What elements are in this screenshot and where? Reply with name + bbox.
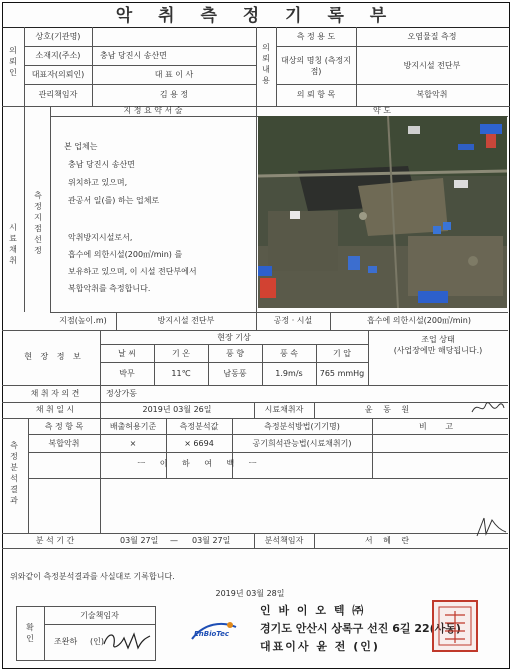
company-logo	[190, 617, 238, 645]
request-item-value: 복합악취	[416, 90, 448, 99]
sampling-date: 2019년 03월 26일	[142, 405, 212, 414]
manager-label: 관리책임자	[38, 90, 78, 99]
weather-value: 765 mmHg	[319, 369, 365, 378]
client-address-label: 소재지(주소)	[35, 51, 81, 60]
analyst-name: 서 혜 란	[364, 536, 414, 545]
field-info-label: 현 장 정 보	[24, 352, 84, 361]
client-name-label: 상호(기관명)	[35, 32, 81, 41]
result-header: 측정분석값	[179, 422, 219, 431]
sampler-label: 시료채취자	[264, 405, 304, 414]
sampling-date-label: 채 취 일 시	[35, 405, 75, 414]
tech-manager-signature	[100, 626, 152, 654]
page-title: 악 취 측 정 기 록 부	[115, 6, 397, 26]
target-label: 대상의 명칭 (측정지점)	[280, 56, 352, 76]
purpose-value: 오염물질 측정	[407, 32, 457, 41]
summary-line: 보유하고 있으며, 이 시설 전단부에서	[68, 267, 197, 276]
ceo-line: 대표이사 윤 전 (인)	[260, 640, 380, 653]
period-end: 03월 27일	[192, 536, 231, 545]
point-selection-label: 측정 지점 선정	[34, 191, 42, 255]
tech-manager-label: 기술책임자	[80, 611, 119, 620]
statement: 위와같이 측정분석결과를 사실대로 기록합니다.	[10, 572, 175, 581]
weather-value: 박무	[119, 369, 135, 378]
summary-line: 흡수에 의한시설(200㎥/min) 를	[68, 250, 183, 259]
sampler-name: 윤 동 원	[364, 405, 414, 414]
confirm-label: 확 인	[26, 623, 34, 643]
weather-value: 1.9m/s	[275, 369, 303, 378]
point-height-label: 지점(높이.m)	[59, 316, 107, 325]
weather-value: 11℃	[171, 369, 191, 378]
target-value: 방지시설 전단부	[403, 61, 461, 70]
site-map-image	[258, 116, 507, 308]
process-value: 흡수에 의한시설(200㎥/min)	[367, 316, 471, 325]
operation-note: (사업장에만 해당됩니다.)	[393, 346, 483, 355]
company-name: 인 바 이 오 텍 ㈜	[260, 604, 366, 617]
weather-value: 남동풍	[223, 369, 247, 378]
weather-col-label: 기 온	[172, 349, 190, 358]
seal-mark: (인)	[90, 637, 104, 646]
weather-col-label: 풍 속	[280, 349, 298, 358]
item-header: 측 정 항 목	[44, 422, 84, 431]
process-label: 공정 · 시설	[273, 316, 313, 325]
summary-line: 악취방지시설로서,	[68, 233, 133, 242]
analyst-signature	[474, 512, 508, 540]
item-value: 복합악취	[48, 439, 80, 448]
sampler-opinion-label: 채 취 자 의 견	[30, 389, 80, 398]
summary-line: 관공서 일(를) 하는 업체로	[68, 196, 160, 205]
summary-line: 복합악취를 측정합니다.	[68, 284, 151, 293]
weather-col-label: 날 씨	[118, 349, 136, 358]
method-value: 공기희석관능법(시료채취기)	[252, 439, 352, 448]
client-rep-label: 대표자(의뢰인)	[31, 70, 85, 79]
operation-header: 조업 상태	[421, 335, 455, 344]
sampling-side-label: 시료채취	[9, 223, 17, 265]
company-address: 경기도 안산시 상록구 선진 6길 22(사동)	[260, 622, 461, 635]
issue-date: 2019년 03월 28일	[215, 589, 285, 598]
manager-value: 김 용 정	[159, 90, 189, 99]
analyst-label: 분석책임자	[264, 536, 304, 545]
summary-line: 위치하고 있으며,	[68, 178, 128, 187]
note-header: 비 고	[419, 422, 461, 431]
request-item-label: 의 뢰 항 목	[296, 90, 336, 99]
summary-line: 충남 당진시 송산면	[68, 160, 135, 169]
company-seal	[432, 600, 478, 652]
client-side-label: 의뢰인	[9, 46, 17, 77]
std-value: ×	[129, 439, 137, 448]
tech-manager-name: 조완하	[54, 637, 78, 646]
summary-header: 지 정 요 약 서 술	[123, 106, 183, 115]
point-value: 방지시설 전단부	[157, 316, 215, 325]
client-rep-value: 대 표 이 사	[154, 70, 194, 79]
logo-text: EnBioTec	[194, 630, 230, 638]
period-label: 분 석 기 간	[35, 536, 75, 545]
method-header: 측정분석방법(기기명)	[264, 422, 340, 431]
weather-header: 현장 기상	[217, 333, 251, 342]
weather-col-label: 풍 향	[226, 349, 244, 358]
below-blank-line: ㅡ 이 하 여 백 ㅡ	[137, 459, 263, 468]
map-header: 약 도	[373, 106, 391, 115]
result-value: × 6694	[184, 439, 214, 448]
weather-col-label: 기 압	[333, 349, 351, 358]
purpose-label: 측 정 용 도	[296, 32, 336, 41]
std-header: 배출허용기준	[109, 422, 157, 431]
analysis-side-label: 측정분석결과	[10, 441, 18, 505]
period-start: 03월 27일	[120, 536, 159, 545]
client-address-value: 충남 당진시 송산면	[100, 51, 167, 60]
period-dash: —	[170, 536, 178, 545]
sampler-signature	[470, 396, 506, 418]
request-side-label: 의뢰내용	[262, 43, 270, 85]
operation-status: 정상가동	[106, 389, 137, 398]
summary-line: 본 업체는	[64, 142, 98, 151]
